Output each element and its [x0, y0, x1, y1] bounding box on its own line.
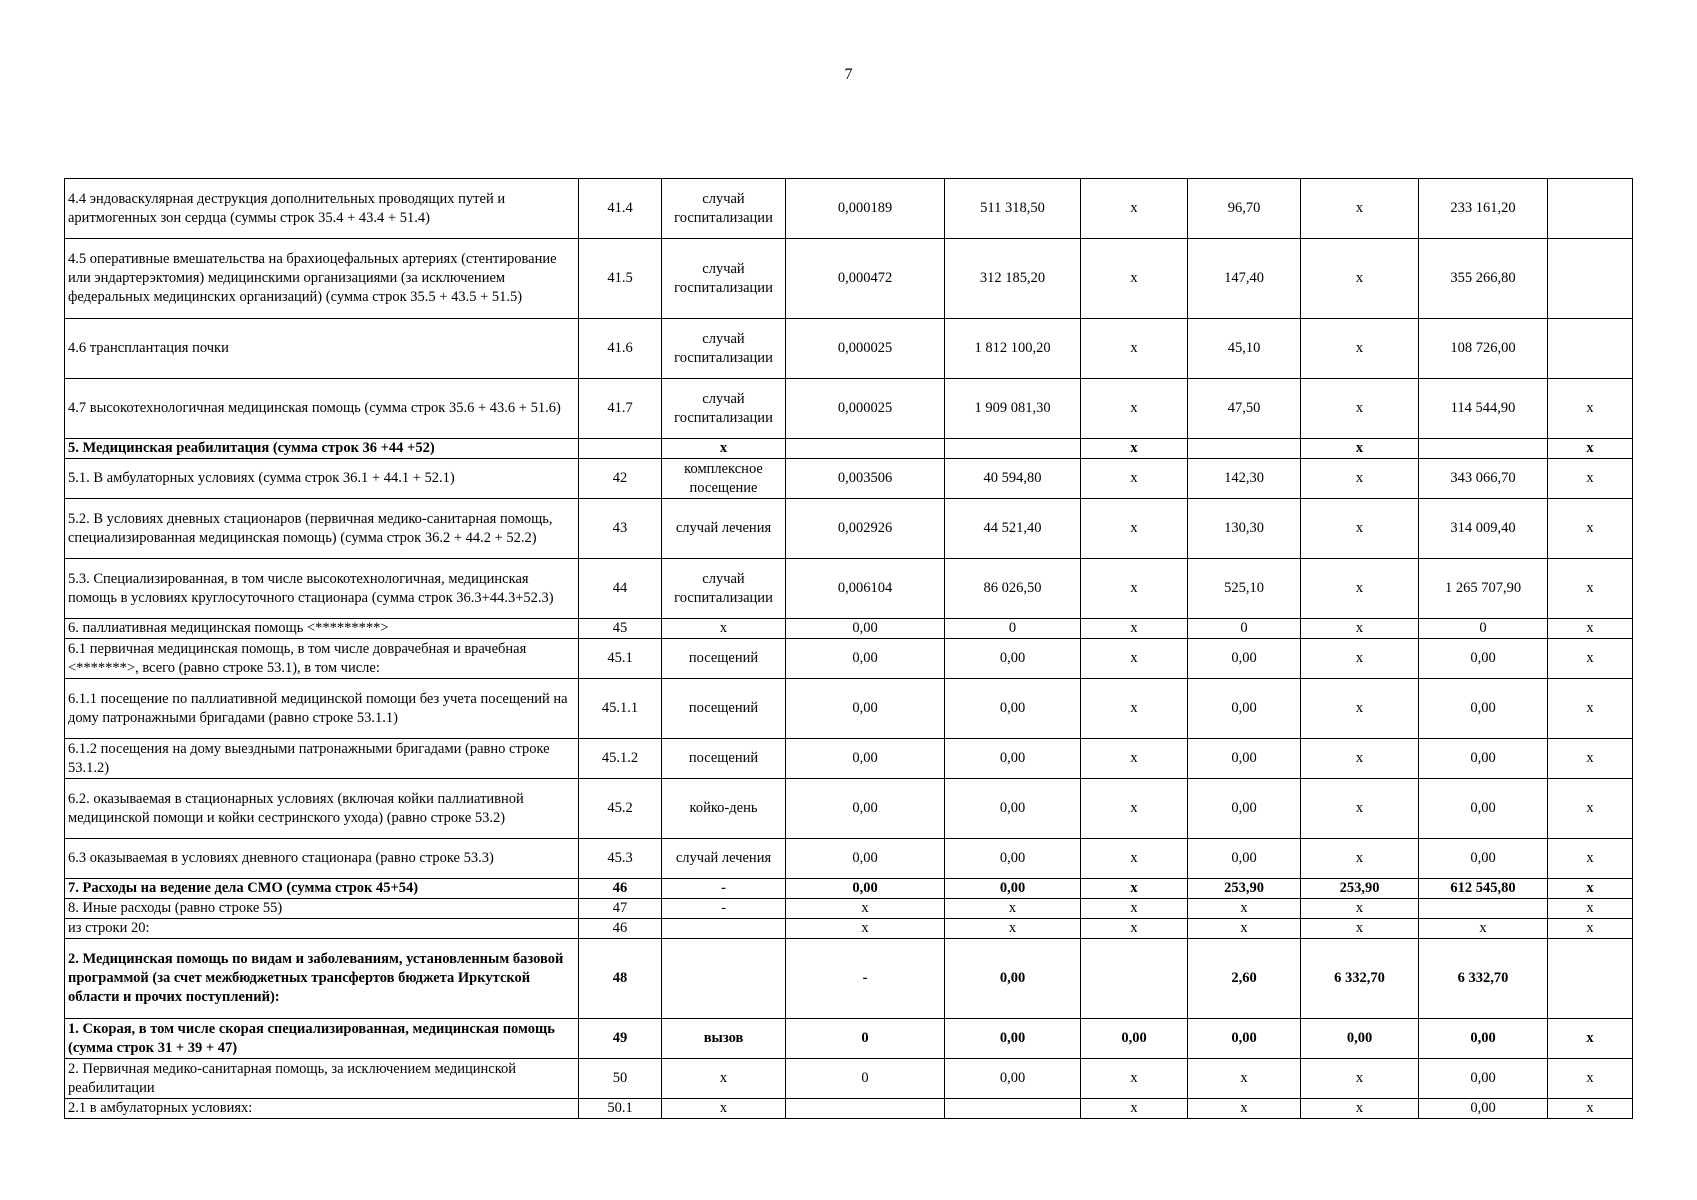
value-cell: 45,10: [1188, 319, 1301, 379]
row-unit-cell: случай госпитализации: [662, 239, 786, 319]
value-cell: 0,00: [786, 739, 945, 779]
row-unit-cell: случай госпитализации: [662, 379, 786, 439]
value-cell: [1548, 239, 1633, 319]
row-unit-cell: посещений: [662, 739, 786, 779]
financing-table: [64, 178, 1633, 1119]
row-unit-cell: случай лечения: [662, 499, 786, 559]
row-unit-cell: случай госпитализации: [662, 319, 786, 379]
value-cell: х: [1081, 379, 1188, 439]
row-code-cell: 46: [579, 919, 662, 939]
table-row: [65, 179, 1633, 239]
value-cell: 0,002926: [786, 499, 945, 559]
value-cell: х: [1081, 559, 1188, 619]
value-cell: х: [786, 919, 945, 939]
table-row: [65, 499, 1633, 559]
value-cell: 0,00: [786, 779, 945, 839]
value-cell: х: [1081, 459, 1188, 499]
value-cell: 612 545,80: [1419, 879, 1548, 899]
table-row: [65, 779, 1633, 839]
value-cell: х: [1081, 619, 1188, 639]
row-code-cell: 48: [579, 939, 662, 1019]
value-cell: 0,00: [945, 679, 1081, 739]
value-cell: [1419, 899, 1548, 919]
value-cell: 525,10: [1188, 559, 1301, 619]
page-number: 7: [844, 66, 853, 83]
value-cell: 86 026,50: [945, 559, 1081, 619]
value-cell: 0,00: [1188, 739, 1301, 779]
row-name-cell: 2.1 в амбулаторных условиях:: [65, 1099, 579, 1119]
row-name-cell: 6.1 первичная медицинская помощь, в том числе доврачебная и врачебная <*******>, всего (равно строке 53.1), в том числе:: [65, 639, 579, 679]
row-name-cell: 4.4 эндоваскулярная деструкция дополнительных проводящих путей и аритмогенных зон сердца (суммы строк 35.4 + 43.4 + 51.4): [65, 179, 579, 239]
value-cell: 0,000025: [786, 379, 945, 439]
value-cell: х: [1188, 919, 1301, 939]
value-cell: 0,000472: [786, 239, 945, 319]
value-cell: 44 521,40: [945, 499, 1081, 559]
value-cell: 1 265 707,90: [1419, 559, 1548, 619]
value-cell: 0,00: [1419, 779, 1548, 839]
value-cell: х: [1301, 919, 1419, 939]
value-cell: 0,000189: [786, 179, 945, 239]
value-cell: 147,40: [1188, 239, 1301, 319]
row-code-cell: 46: [579, 879, 662, 899]
value-cell: 2,60: [1188, 939, 1301, 1019]
value-cell: х: [1301, 639, 1419, 679]
row-unit-cell: случай госпитализации: [662, 559, 786, 619]
value-cell: 0,00: [1188, 839, 1301, 879]
value-cell: 114 544,90: [1419, 379, 1548, 439]
row-unit-cell: х: [662, 1059, 786, 1099]
row-code-cell: 45.1: [579, 639, 662, 679]
value-cell: х: [786, 899, 945, 919]
table-row: [65, 239, 1633, 319]
row-name-cell: 6.2. оказываемая в стационарных условиях (включая койки паллиативной медицинской помощи и койки сестринского ухода) (равно строке 53.2): [65, 779, 579, 839]
value-cell: 253,90: [1188, 879, 1301, 899]
value-cell: 0,00: [945, 1059, 1081, 1099]
value-cell: 0,00: [1419, 639, 1548, 679]
value-cell: 312 185,20: [945, 239, 1081, 319]
value-cell: 0,00: [945, 739, 1081, 779]
row-unit-cell: комплексное посещение: [662, 459, 786, 499]
value-cell: [1548, 939, 1633, 1019]
row-name-cell: 6.1.1 посещение по паллиативной медицинской помощи без учета посещений на дому патронажными бригадами (равно строке 53.1.1): [65, 679, 579, 739]
value-cell: х: [1548, 739, 1633, 779]
value-cell: х: [1301, 739, 1419, 779]
value-cell: 0,00: [945, 879, 1081, 899]
value-cell: х: [1188, 1059, 1301, 1099]
value-cell: [1081, 939, 1188, 1019]
value-cell: 0,00: [945, 1019, 1081, 1059]
value-cell: [945, 439, 1081, 459]
row-code-cell: 45: [579, 619, 662, 639]
value-cell: 511 318,50: [945, 179, 1081, 239]
value-cell: [1419, 439, 1548, 459]
value-cell: 0,00: [786, 879, 945, 899]
value-cell: х: [1301, 1099, 1419, 1119]
table-row: [65, 639, 1633, 679]
value-cell: х: [1081, 899, 1188, 919]
value-cell: 253,90: [1301, 879, 1419, 899]
value-cell: х: [1548, 459, 1633, 499]
row-unit-cell: -: [662, 899, 786, 919]
value-cell: х: [1081, 1099, 1188, 1119]
value-cell: 0,00: [945, 639, 1081, 679]
value-cell: х: [1081, 239, 1188, 319]
row-unit-cell: случай госпитализации: [662, 179, 786, 239]
value-cell: х: [1188, 1099, 1301, 1119]
value-cell: х: [1301, 779, 1419, 839]
row-unit-cell: х: [662, 619, 786, 639]
value-cell: 0,00: [786, 619, 945, 639]
value-cell: 96,70: [1188, 179, 1301, 239]
row-code-cell: 50.1: [579, 1099, 662, 1119]
table-row: [65, 559, 1633, 619]
value-cell: 0: [945, 619, 1081, 639]
value-cell: х: [1548, 1099, 1633, 1119]
row-name-cell: 2. Первичная медико-санитарная помощь, за исключением медицинской реабилитации: [65, 1059, 579, 1099]
table-row: [65, 379, 1633, 439]
row-unit-cell: вызов: [662, 1019, 786, 1059]
value-cell: 40 594,80: [945, 459, 1081, 499]
value-cell: 0,000025: [786, 319, 945, 379]
value-cell: 0,006104: [786, 559, 945, 619]
value-cell: х: [1301, 899, 1419, 919]
value-cell: 0: [1188, 619, 1301, 639]
value-cell: 0,00: [1419, 839, 1548, 879]
row-unit-cell: посещений: [662, 639, 786, 679]
table-row: [65, 879, 1633, 899]
value-cell: х: [1301, 439, 1419, 459]
value-cell: [786, 439, 945, 459]
table-row: [65, 619, 1633, 639]
table-row: [65, 1019, 1633, 1059]
value-cell: 233 161,20: [1419, 179, 1548, 239]
row-name-cell: 5.3. Специализированная, в том числе высокотехнологичная, медицинская помощь в условиях круглосуточного стационара (сумма строк 36.3+44.3+52.3): [65, 559, 579, 619]
value-cell: х: [1548, 679, 1633, 739]
row-code-cell: 42: [579, 459, 662, 499]
table-row: [65, 1099, 1633, 1119]
value-cell: 0,00: [1188, 639, 1301, 679]
table-row: [65, 319, 1633, 379]
row-code-cell: 45.2: [579, 779, 662, 839]
row-code-cell: 41.4: [579, 179, 662, 239]
row-name-cell: 4.5 оперативные вмешательства на брахиоцефальных артериях (стентирование или эндартерэктомия) медицинскими организациями (за исключением федеральных медицинских организаций) (сумма строк 35.5 + 43.5 + 51.5): [65, 239, 579, 319]
value-cell: 1 812 100,20: [945, 319, 1081, 379]
row-name-cell: из строки 20:: [65, 919, 579, 939]
value-cell: 130,30: [1188, 499, 1301, 559]
value-cell: х: [1301, 679, 1419, 739]
value-cell: 0,00: [1081, 1019, 1188, 1059]
value-cell: х: [1548, 919, 1633, 939]
value-cell: 0,00: [1419, 1019, 1548, 1059]
value-cell: х: [1548, 439, 1633, 459]
row-code-cell: 41.5: [579, 239, 662, 319]
row-name-cell: 4.6 трансплантация почки: [65, 319, 579, 379]
row-name-cell: 2. Медицинская помощь по видам и заболеваниям, установленным базовой программой (за счет межбюджетных трансфертов бюджета Иркутской области и прочих поступлений):: [65, 939, 579, 1019]
value-cell: х: [1081, 739, 1188, 779]
value-cell: х: [1081, 839, 1188, 879]
value-cell: 314 009,40: [1419, 499, 1548, 559]
value-cell: х: [1081, 779, 1188, 839]
value-cell: [945, 1099, 1081, 1119]
value-cell: х: [1301, 499, 1419, 559]
row-code-cell: 47: [579, 899, 662, 919]
row-code-cell: 44: [579, 559, 662, 619]
row-unit-cell: х: [662, 1099, 786, 1119]
value-cell: 343 066,70: [1419, 459, 1548, 499]
value-cell: х: [1548, 879, 1633, 899]
value-cell: х: [1301, 1059, 1419, 1099]
value-cell: х: [945, 899, 1081, 919]
value-cell: 0,00: [1188, 679, 1301, 739]
value-cell: х: [1301, 559, 1419, 619]
value-cell: х: [1419, 919, 1548, 939]
value-cell: х: [1081, 879, 1188, 899]
value-cell: -: [786, 939, 945, 1019]
row-unit-cell: случай лечения: [662, 839, 786, 879]
value-cell: х: [1301, 319, 1419, 379]
value-cell: [1548, 319, 1633, 379]
value-cell: 47,50: [1188, 379, 1301, 439]
value-cell: х: [1081, 319, 1188, 379]
table-row: [65, 439, 1633, 459]
value-cell: х: [1548, 639, 1633, 679]
value-cell: х: [945, 919, 1081, 939]
value-cell: 0,00: [945, 939, 1081, 1019]
table-row: [65, 679, 1633, 739]
row-code-cell: 43: [579, 499, 662, 559]
value-cell: [1188, 439, 1301, 459]
row-unit-cell: посещений: [662, 679, 786, 739]
value-cell: х: [1301, 179, 1419, 239]
row-name-cell: 1. Скорая, в том числе скорая специализированная, медицинская помощь (сумма строк 31 + 39 + 47): [65, 1019, 579, 1059]
value-cell: х: [1081, 439, 1188, 459]
value-cell: х: [1081, 639, 1188, 679]
value-cell: 6 332,70: [1419, 939, 1548, 1019]
value-cell: 0,003506: [786, 459, 945, 499]
value-cell: х: [1081, 919, 1188, 939]
value-cell: х: [1301, 619, 1419, 639]
row-name-cell: 5. Медицинская реабилитация (сумма строк 36 +44 +52): [65, 439, 579, 459]
row-name-cell: 6.1.2 посещения на дому выездными патронажными бригадами (равно строке 53.1.2): [65, 739, 579, 779]
value-cell: х: [1548, 619, 1633, 639]
value-cell: 0,00: [786, 639, 945, 679]
value-cell: х: [1548, 379, 1633, 439]
value-cell: х: [1301, 459, 1419, 499]
row-name-cell: 4.7 высокотехнологичная медицинская помощь (сумма строк 35.6 + 43.6 + 51.6): [65, 379, 579, 439]
table-row: [65, 839, 1633, 879]
value-cell: 0,00: [945, 839, 1081, 879]
table-row: [65, 1059, 1633, 1099]
row-code-cell: 50: [579, 1059, 662, 1099]
value-cell: х: [1548, 559, 1633, 619]
value-cell: 0,00: [786, 679, 945, 739]
value-cell: 0,00: [1188, 1019, 1301, 1059]
table-row: [65, 939, 1633, 1019]
row-unit-cell: х: [662, 439, 786, 459]
value-cell: 0,00: [1419, 679, 1548, 739]
row-name-cell: 5.1. В амбулаторных условиях (сумма строк 36.1 + 44.1 + 52.1): [65, 459, 579, 499]
value-cell: 0,00: [1188, 779, 1301, 839]
value-cell: 0,00: [786, 839, 945, 879]
value-cell: х: [1081, 499, 1188, 559]
value-cell: 0,00: [945, 779, 1081, 839]
value-cell: х: [1081, 179, 1188, 239]
table-row: [65, 919, 1633, 939]
row-name-cell: 5.2. В условиях дневных стационаров (первичная медико-санитарная помощь, специализированная медицинская помощь) (сумма строк 36.2 + 44.2 + 52.2): [65, 499, 579, 559]
value-cell: 1 909 081,30: [945, 379, 1081, 439]
value-cell: 0: [786, 1019, 945, 1059]
value-cell: х: [1548, 499, 1633, 559]
row-name-cell: 8. Иные расходы (равно строке 55): [65, 899, 579, 919]
value-cell: х: [1548, 899, 1633, 919]
value-cell: 6 332,70: [1301, 939, 1419, 1019]
table-row: [65, 459, 1633, 499]
value-cell: 0,00: [1419, 739, 1548, 779]
row-name-cell: 6. паллиативная медицинская помощь <*********>: [65, 619, 579, 639]
row-code-cell: [579, 439, 662, 459]
table-row: [65, 739, 1633, 779]
value-cell: 142,30: [1188, 459, 1301, 499]
row-unit-cell: -: [662, 879, 786, 899]
value-cell: х: [1548, 1059, 1633, 1099]
row-code-cell: 41.6: [579, 319, 662, 379]
row-name-cell: 7. Расходы на ведение дела СМО (сумма строк 45+54): [65, 879, 579, 899]
row-name-cell: 6.3 оказываемая в условиях дневного стационара (равно строке 53.3): [65, 839, 579, 879]
value-cell: 355 266,80: [1419, 239, 1548, 319]
row-unit-cell: [662, 939, 786, 1019]
row-code-cell: 45.1.1: [579, 679, 662, 739]
row-code-cell: 45.3: [579, 839, 662, 879]
value-cell: 0: [1419, 619, 1548, 639]
value-cell: х: [1188, 899, 1301, 919]
value-cell: [1548, 179, 1633, 239]
value-cell: х: [1081, 1059, 1188, 1099]
row-code-cell: 49: [579, 1019, 662, 1059]
row-unit-cell: койко-день: [662, 779, 786, 839]
value-cell: х: [1081, 679, 1188, 739]
value-cell: х: [1548, 1019, 1633, 1059]
value-cell: 0,00: [1419, 1099, 1548, 1119]
row-unit-cell: [662, 919, 786, 939]
value-cell: х: [1301, 839, 1419, 879]
table-row: [65, 899, 1633, 919]
value-cell: 0,00: [1301, 1019, 1419, 1059]
row-code-cell: 45.1.2: [579, 739, 662, 779]
value-cell: [786, 1099, 945, 1119]
value-cell: х: [1548, 839, 1633, 879]
value-cell: х: [1548, 779, 1633, 839]
row-code-cell: 41.7: [579, 379, 662, 439]
value-cell: 0,00: [1419, 1059, 1548, 1099]
value-cell: 0: [786, 1059, 945, 1099]
value-cell: 108 726,00: [1419, 319, 1548, 379]
value-cell: х: [1301, 239, 1419, 319]
value-cell: х: [1301, 379, 1419, 439]
